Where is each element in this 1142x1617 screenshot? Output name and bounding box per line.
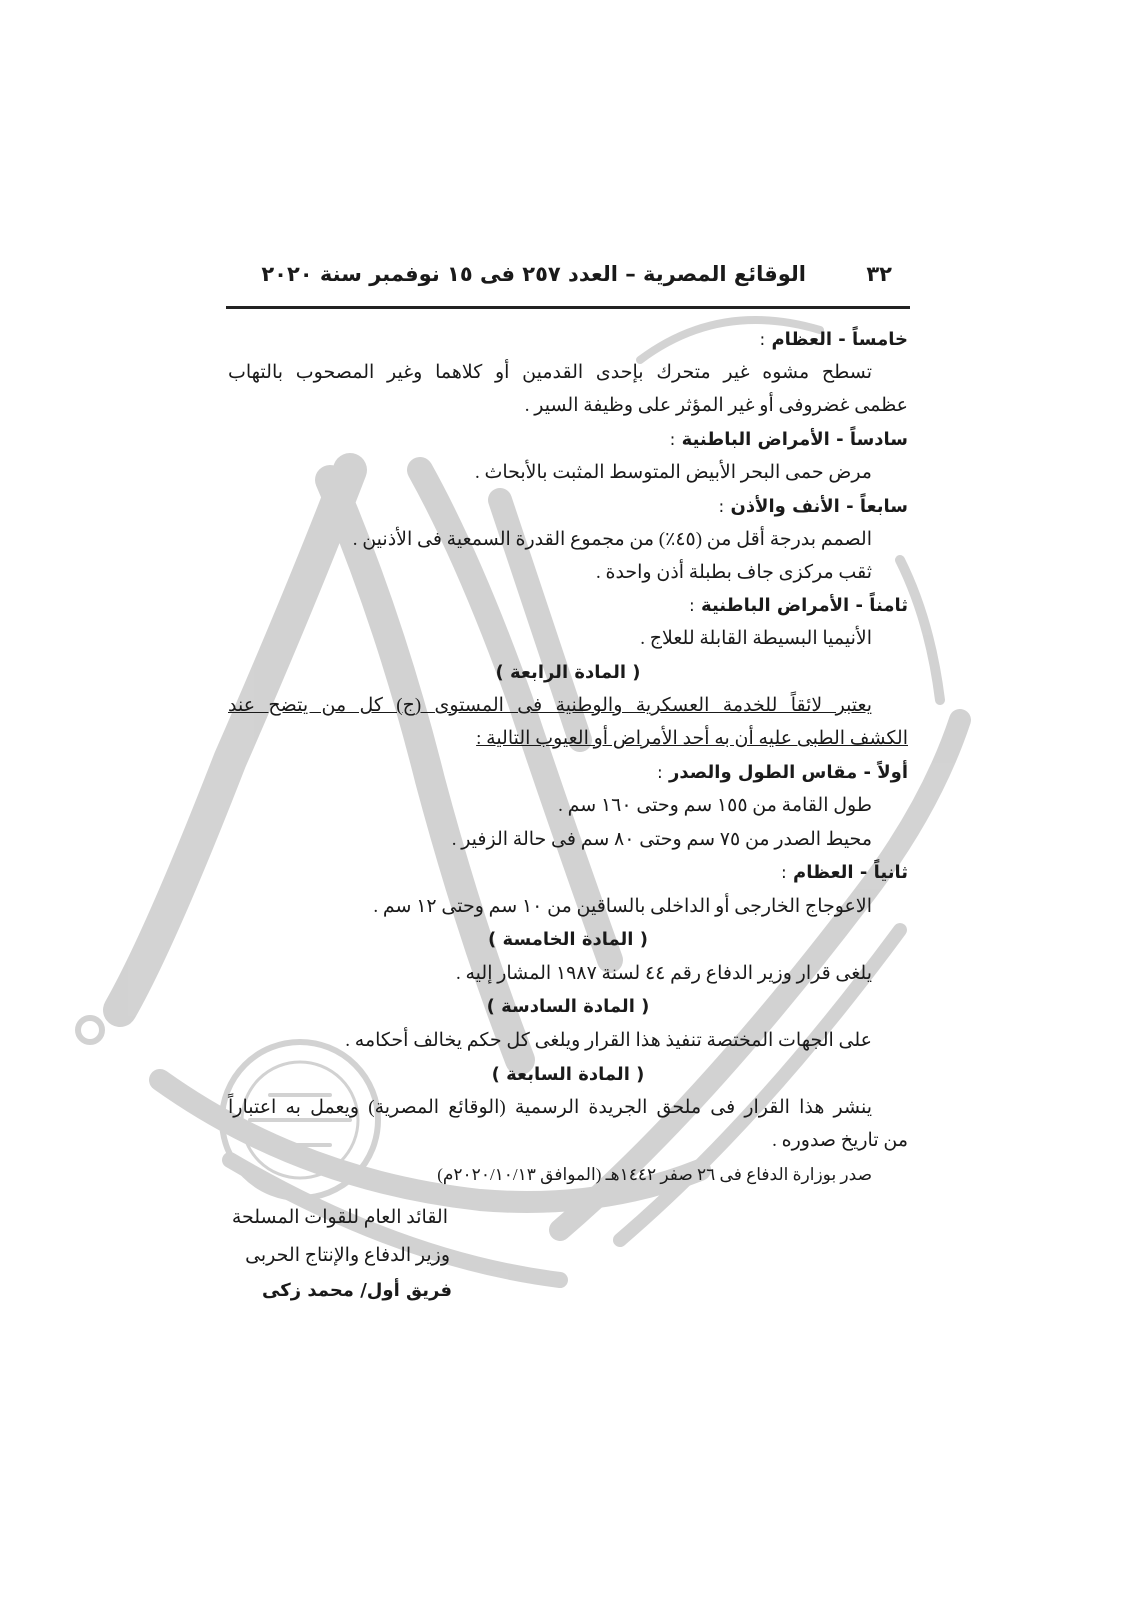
article4-first-heading bbox=[657, 759, 908, 787]
article-title-seventh: ( المادة السابعة ) bbox=[491, 1064, 645, 1085]
heading-colon: : bbox=[657, 763, 663, 783]
heading-colon: : bbox=[669, 430, 676, 450]
section7-line-1: الصمم بدرجة أقل من (٤٥٪) من مجموع القدرة السمعية فى الأذنين . bbox=[352, 529, 872, 550]
signature-title-2: وزير الدفاع والإنتاج الحربى bbox=[245, 1245, 450, 1266]
article7-line-1: ينشر هذا القرار فى ملحق الجريدة الرسمية (الوقائع المصرية) ويعمل به اعتباراً bbox=[228, 1097, 872, 1118]
article4-line-2: الكشف الطبى عليه أن به أحد الأمراض أو العيوب التالية : bbox=[476, 728, 908, 749]
gazette-title: الوقائع المصرية – العدد ٢٥٧ فى ١٥ نوفمبر سنة ٢٠٢٠ bbox=[261, 262, 806, 286]
header-divider bbox=[226, 306, 910, 309]
section7-line-2: ثقب مركزى جاف بطبلة أذن واحدة . bbox=[595, 562, 872, 583]
heading-colon: : bbox=[781, 863, 787, 883]
heading-text: ثانياً - العظام bbox=[793, 862, 908, 883]
section6-line-1: مرض حمى البحر الأبيض المتوسط المثبت بالأبحاث . bbox=[474, 462, 872, 483]
section-heading-eighth bbox=[689, 592, 908, 620]
signature-name: فريق أول/ محمد زكى bbox=[262, 1280, 452, 1301]
article4-first-line-1: طول القامة من ١٥٥ سم وحتى ١٦٠ سم . bbox=[558, 795, 872, 816]
article6-line-1: على الجهات المختصة تنفيذ هذا القرار ويلغى كل حكم يخالف أحكامه . bbox=[345, 1030, 872, 1051]
gazette-page bbox=[228, 0, 908, 1617]
article5-line-1: يلغى قرار وزير الدفاع رقم ٤٤ لسنة ١٩٨٧ المشار إليه . bbox=[455, 963, 872, 984]
heading-text: سابعاً - الأنف والأذن bbox=[730, 496, 908, 517]
section-heading-sixth bbox=[670, 426, 908, 454]
article-title-sixth: ( المادة السادسة ) bbox=[486, 996, 650, 1017]
article4-line-1: يعتبر لائقاً للخدمة العسكرية والوطنية فى المستوى (ج) كل من يتضح عند bbox=[228, 695, 872, 716]
watermark-dot bbox=[78, 1018, 102, 1042]
article7-line-2: من تاريخ صدوره . bbox=[772, 1130, 908, 1151]
page-header bbox=[228, 258, 908, 294]
article4-second-heading bbox=[781, 859, 908, 887]
section-heading-seventh bbox=[718, 493, 908, 521]
heading-text: سادساً - الأمراض الباطنية bbox=[681, 429, 908, 450]
signature-title-1: القائد العام للقوات المسلحة bbox=[231, 1207, 448, 1228]
heading-text: ثامناً - الأمراض الباطنية bbox=[701, 595, 908, 616]
section5-line-1: تسطح مشوه غير متحرك بإحدى القدمين أو كلاهما وغير المصحوب بالتهاب bbox=[228, 362, 872, 383]
section-heading-fifth bbox=[759, 326, 908, 354]
heading-colon: : bbox=[759, 330, 766, 350]
page-number: ٣٢ bbox=[866, 262, 892, 286]
article-title-fourth: ( المادة الرابعة ) bbox=[495, 662, 641, 683]
article-title-fifth: ( المادة الخامسة ) bbox=[488, 929, 648, 950]
article4-second-line-1: الاعوجاج الخارجى أو الداخلى بالساقين من ١٠ سم وحتى ١٢ سم . bbox=[373, 896, 872, 917]
heading-text: أولاً - مقاس الطول والصدر bbox=[669, 762, 908, 783]
section5-line-2: عظمى غضروفى أو غير المؤثر على وظيفة السير . bbox=[524, 395, 908, 416]
heading-text: خامساً - العظام bbox=[771, 329, 908, 350]
section8-line-1: الأنيميا البسيطة القابلة للعلاج . bbox=[640, 628, 872, 649]
heading-colon: : bbox=[689, 596, 695, 616]
heading-colon: : bbox=[718, 497, 725, 517]
issue-date-line: صدر بوزارة الدفاع فى ٢٦ صفر ١٤٤٢هـ (الموافق ٢٠٢٠/١٠/١٣م) bbox=[437, 1165, 872, 1184]
article4-first-line-2: محيط الصدر من ٧٥ سم وحتى ٨٠ سم فى حالة الزفير . bbox=[451, 829, 872, 850]
